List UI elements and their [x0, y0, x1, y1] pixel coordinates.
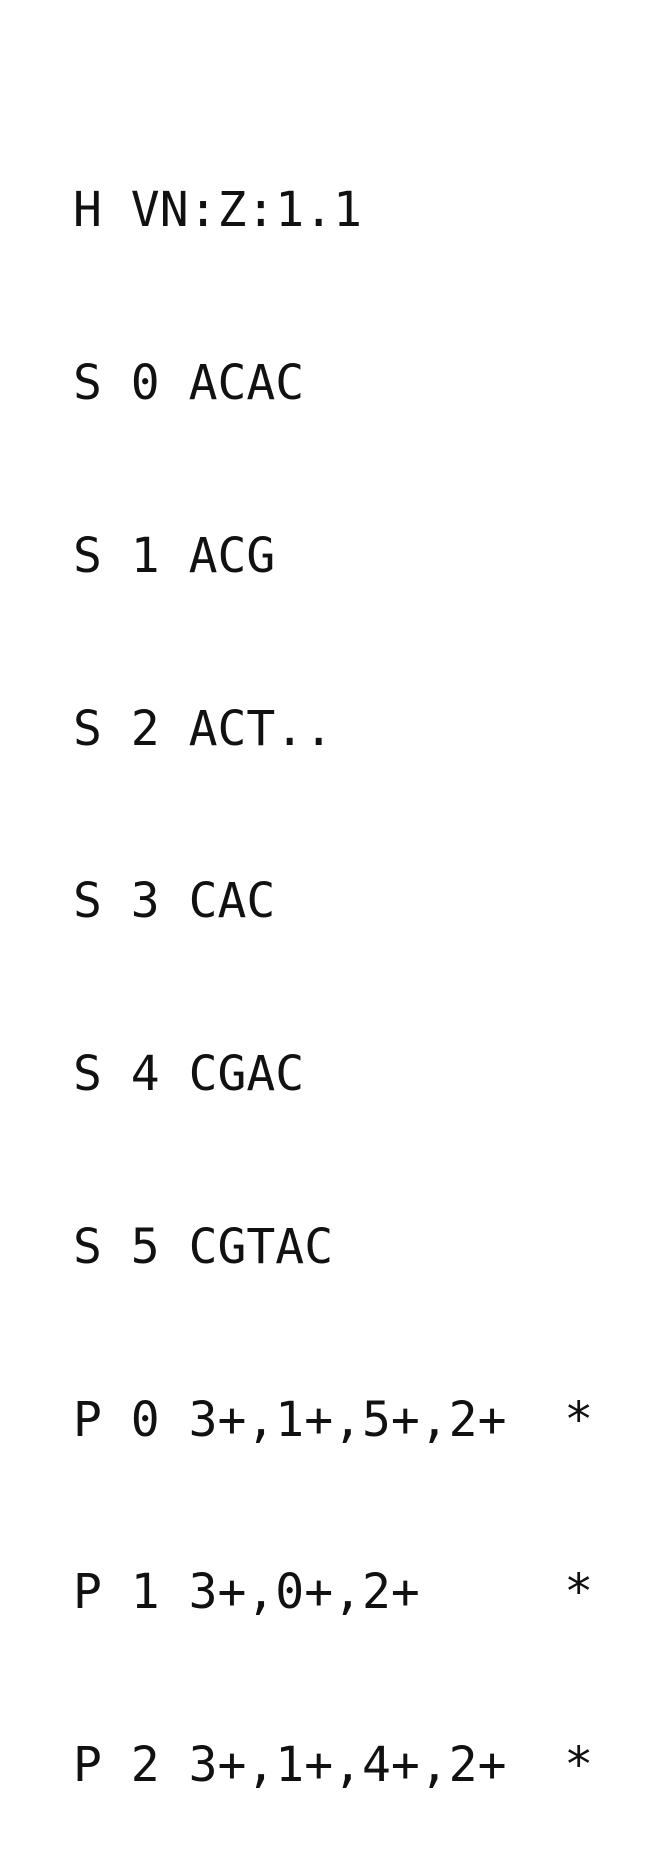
path-line-1: P 1 3+,0+,2+ * — [73, 1564, 594, 1621]
gfa-text-document — [73, 67, 593, 1852]
header-line: H VN:Z:1.1 — [73, 182, 362, 239]
path-line-2: P 2 3+,1+,4+,2+ * — [73, 1737, 594, 1794]
segment-line-0: S 0 ACAC — [73, 354, 305, 411]
segment-line-4: S 4 CGAC — [73, 1046, 305, 1103]
segment-line-5: S 5 CGTAC — [73, 1218, 334, 1275]
path-line-0: P 0 3+,1+,5+,2+ * — [73, 1391, 594, 1448]
segment-line-3: S 3 CAC — [73, 873, 276, 930]
segment-line-1: S 1 ACG — [73, 527, 276, 584]
segment-line-2: S 2 ACT.. — [73, 700, 334, 757]
